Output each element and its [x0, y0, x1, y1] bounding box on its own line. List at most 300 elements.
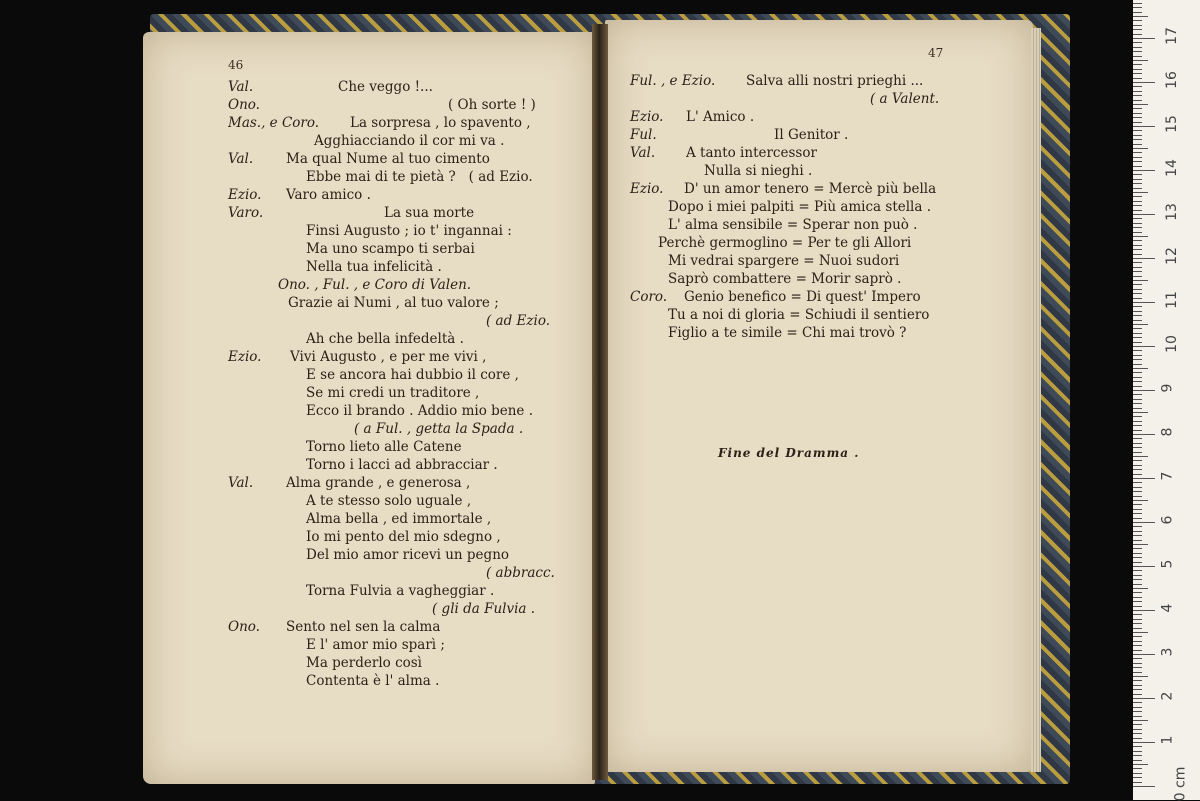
- ruler-tick: [1133, 214, 1155, 215]
- ruler-number: 9: [1159, 383, 1176, 393]
- ruler-tick: [1133, 641, 1142, 642]
- ruler-tick: [1133, 227, 1142, 228]
- verse-text: E se ancora hai dubbio il core ,: [306, 367, 519, 383]
- ruler-tick: [1133, 157, 1142, 158]
- right-page-text: [630, 72, 960, 342]
- verse-text: La sua morte: [384, 205, 475, 221]
- text-line: [228, 132, 568, 150]
- ruler-tick: [1133, 773, 1142, 774]
- ruler-number: 8: [1159, 427, 1176, 437]
- ruler-tick: [1133, 100, 1142, 101]
- ruler-tick: [1133, 386, 1142, 387]
- speaker-name: Ezio.: [630, 109, 664, 125]
- ruler-tick: [1133, 650, 1142, 651]
- text-line: [630, 252, 960, 270]
- ruler-tick: [1133, 254, 1142, 255]
- ruler-tick: [1133, 320, 1142, 321]
- ruler-tick: [1133, 474, 1142, 475]
- ruler-tick: [1133, 333, 1142, 334]
- ruler-tick: [1133, 412, 1148, 413]
- text-line: [228, 276, 568, 294]
- verse-text: ( a Valent.: [870, 91, 940, 107]
- speaker-name: Val.: [228, 475, 254, 491]
- ruler-tick: [1133, 390, 1155, 391]
- text-line: [228, 600, 568, 618]
- verse-text: Ma perderlo così: [306, 655, 423, 671]
- ruler-tick: [1133, 702, 1142, 703]
- ruler-tick: [1133, 724, 1142, 725]
- ruler-tick: [1133, 469, 1142, 470]
- ruler-tick: [1133, 760, 1142, 761]
- ruler-tick: [1133, 685, 1142, 686]
- verse-text: Torno lieto alle Catene: [306, 439, 462, 455]
- ruler-tick: [1133, 698, 1155, 699]
- ruler-tick: [1133, 575, 1142, 576]
- ruler-tick: [1133, 786, 1155, 787]
- ruler-tick: [1133, 421, 1142, 422]
- text-line: [630, 72, 960, 90]
- ruler-tick: [1133, 139, 1142, 140]
- ruler-tick: [1133, 56, 1142, 57]
- ruler-tick: [1133, 729, 1142, 730]
- text-line: [228, 222, 568, 240]
- ruler-number: 6: [1159, 515, 1176, 525]
- text-line: [630, 162, 960, 180]
- verse-text: Tu a noi di gloria = Schiudi il sentiero: [668, 307, 930, 323]
- text-line: [228, 384, 568, 402]
- ruler-tick: [1133, 126, 1155, 127]
- verse-text: Agghiacciando il cor mi va .: [314, 133, 505, 149]
- ruler-tick: [1133, 192, 1148, 193]
- speaker-name: Ono.: [228, 619, 260, 635]
- ruler-tick: [1133, 408, 1142, 409]
- text-line: [630, 144, 960, 162]
- ruler-number: 5: [1159, 559, 1176, 569]
- ruler-number: 4: [1159, 603, 1176, 613]
- ruler-tick: [1133, 113, 1142, 114]
- ruler-tick: [1133, 60, 1148, 61]
- verse-text: A te stesso solo uguale ,: [306, 493, 472, 509]
- ruler-number: 17: [1163, 27, 1180, 45]
- ruler-tick: [1133, 122, 1142, 123]
- ruler-tick: [1133, 540, 1142, 541]
- ruler-tick: [1133, 364, 1142, 365]
- ruler-tick: [1133, 359, 1142, 360]
- verse-text: La sorpresa , lo spavento ,: [350, 115, 531, 131]
- ruler-tick: [1133, 328, 1142, 329]
- ruler-tick: [1133, 526, 1142, 527]
- ruler-tick: [1133, 95, 1142, 96]
- ruler-tick: [1133, 117, 1142, 118]
- verse-text: Finsi Augusto ; io t' ingannai :: [306, 223, 512, 239]
- ruler-tick: [1133, 240, 1142, 241]
- ruler-tick: [1133, 196, 1142, 197]
- text-line: [228, 168, 568, 186]
- ruler-tick: [1133, 271, 1142, 272]
- verse-text: Sento nel sen la calma: [286, 619, 441, 635]
- verse-text: Che veggo !...: [338, 79, 433, 95]
- ruler-tick: [1133, 632, 1148, 633]
- ruler-tick: [1133, 148, 1148, 149]
- ruler-tick: [1133, 337, 1142, 338]
- ruler-tick: [1133, 161, 1142, 162]
- text-line: [228, 186, 568, 204]
- ruler-tick: [1133, 350, 1142, 351]
- text-line: [228, 114, 568, 132]
- text-line: [228, 528, 568, 546]
- ruler-number: 12: [1163, 247, 1180, 265]
- ruler-tick: [1133, 284, 1142, 285]
- ruler-tick: [1133, 452, 1142, 453]
- ruler-tick: [1133, 548, 1142, 549]
- ruler-tick: [1133, 566, 1155, 567]
- verse-text: A tanto intercessor: [686, 145, 817, 161]
- ruler-tick: [1133, 372, 1142, 373]
- verse-text: Ma qual Nume al tuo cimento: [286, 151, 490, 167]
- text-line: [228, 438, 568, 456]
- ruler-number: 7: [1159, 471, 1176, 481]
- ruler-tick: [1133, 416, 1142, 417]
- ruler-tick: [1133, 707, 1142, 708]
- ruler-tick: [1133, 280, 1148, 281]
- text-line: [630, 180, 960, 198]
- ruler-tick: [1133, 672, 1142, 673]
- ruler-tick: [1133, 236, 1148, 237]
- ruler-number: 14: [1163, 159, 1180, 177]
- ruler-tick: [1133, 509, 1142, 510]
- ruler-tick: [1133, 716, 1142, 717]
- text-line: [228, 366, 568, 384]
- page-number-left: 46: [228, 58, 244, 72]
- ruler-tick: [1133, 504, 1142, 505]
- ruler-tick: [1133, 430, 1142, 431]
- ruler-tick: [1133, 513, 1142, 514]
- ruler-tick: [1133, 210, 1142, 211]
- text-line: [630, 126, 960, 144]
- text-line: [630, 198, 960, 216]
- ruler-tick: [1133, 399, 1142, 400]
- verse-text: Alma bella , ed immortale ,: [306, 511, 492, 527]
- verse-text: Nulla si nieghi .: [704, 163, 813, 179]
- speaker-name: Ezio.: [228, 349, 262, 365]
- verse-text: Il Genitor .: [774, 127, 849, 143]
- page-number-right: 47: [928, 46, 944, 60]
- text-line: [228, 348, 568, 366]
- ruler-tick: [1133, 183, 1142, 184]
- verse-text: ( Oh sorte ! ): [448, 97, 536, 113]
- speaker-name: Val.: [228, 151, 254, 167]
- ruler-tick: [1133, 130, 1142, 131]
- ruler-tick: [1133, 694, 1142, 695]
- ruler-tick: [1133, 86, 1142, 87]
- ruler-tick: [1133, 298, 1142, 299]
- speaker-name: Val.: [228, 79, 254, 95]
- ruler-tick: [1133, 601, 1142, 602]
- ruler-number: 3: [1159, 647, 1176, 657]
- ruler-tick: [1133, 738, 1142, 739]
- ruler-tick: [1133, 610, 1155, 611]
- ruler-tick: [1133, 654, 1155, 655]
- text-line: [228, 546, 568, 564]
- ruler-number: 0 cm: [1172, 766, 1189, 801]
- text-line: [228, 204, 568, 222]
- text-line: [228, 672, 568, 690]
- ruler-tick: [1133, 245, 1142, 246]
- ruler-tick: [1133, 276, 1142, 277]
- ruler-tick: [1133, 460, 1142, 461]
- ruler-number: 15: [1163, 115, 1180, 133]
- ruler-tick: [1133, 69, 1142, 70]
- ruler-tick: [1133, 205, 1142, 206]
- book-gutter: [592, 24, 608, 780]
- text-line: [228, 96, 568, 114]
- verse-text: Torno i lacci ad abbracciar .: [306, 457, 498, 473]
- verse-text: ( abbracc.: [486, 565, 555, 581]
- ruler-tick: [1133, 403, 1142, 404]
- verse-text: Saprò combattere = Morir saprò .: [668, 271, 902, 287]
- ruler-tick: [1133, 478, 1155, 479]
- ruler-tick: [1133, 570, 1142, 571]
- ruler-tick: [1133, 368, 1148, 369]
- ruler-tick: [1133, 496, 1142, 497]
- ruler-tick: [1133, 663, 1142, 664]
- ruler-tick: [1133, 487, 1142, 488]
- ruler-tick: [1133, 315, 1142, 316]
- ruler-tick: [1133, 689, 1142, 690]
- ruler-tick: [1133, 377, 1142, 378]
- text-line: [630, 270, 960, 288]
- ruler-tick: [1133, 38, 1155, 39]
- ruler-number: 10: [1163, 335, 1180, 353]
- text-line: [228, 150, 568, 168]
- ruler-tick: [1133, 302, 1155, 303]
- speaker-name: Mas., e Coro.: [228, 115, 320, 131]
- ruler-tick: [1133, 394, 1142, 395]
- ruler-tick: [1133, 711, 1142, 712]
- verse-text: Se mi credi un traditore ,: [306, 385, 480, 401]
- ruler-tick: [1133, 619, 1142, 620]
- ruler-tick: [1133, 262, 1142, 263]
- text-line: [228, 420, 568, 438]
- ruler-tick: [1133, 342, 1142, 343]
- ruler-tick: [1133, 782, 1142, 783]
- ruler-tick: [1133, 764, 1148, 765]
- ruler-tick: [1133, 531, 1142, 532]
- text-line: [228, 510, 568, 528]
- text-line: [228, 312, 568, 330]
- ruler-tick: [1133, 47, 1142, 48]
- ruler-tick: [1133, 443, 1142, 444]
- verse-text: D' un amor tenero = Mercè più bella: [684, 181, 937, 197]
- ruler-tick: [1133, 306, 1142, 307]
- ruler-tick: [1133, 346, 1155, 347]
- verse-text: Salva alli nostri prieghi ...: [746, 73, 924, 89]
- ruler-tick: [1133, 104, 1148, 105]
- ruler-tick: [1133, 223, 1142, 224]
- text-line: [228, 240, 568, 258]
- speaker-name: Varo.: [228, 205, 264, 221]
- text-line: [630, 216, 960, 234]
- ruler-tick: [1133, 355, 1142, 356]
- text-line: [630, 90, 960, 108]
- ruler-tick: [1133, 645, 1142, 646]
- ruler-tick: [1133, 289, 1142, 290]
- ruler-tick: [1133, 166, 1142, 167]
- text-line: [630, 108, 960, 126]
- ruler-tick: [1133, 144, 1142, 145]
- ruler-tick: [1133, 588, 1148, 589]
- ruler-tick: [1133, 562, 1142, 563]
- ruler-tick: [1133, 584, 1142, 585]
- ruler-tick: [1133, 676, 1148, 677]
- verse-text: Nella tua infelicità .: [306, 259, 442, 275]
- verse-text: ( a Ful. , getta la Spada .: [354, 421, 524, 437]
- ruler-tick: [1133, 447, 1142, 448]
- text-line: [630, 234, 960, 252]
- ruler-tick: [1133, 20, 1142, 21]
- ruler-tick: [1133, 597, 1142, 598]
- verse-text: Varo amico .: [286, 187, 371, 203]
- ruler-number: 11: [1163, 291, 1180, 309]
- ruler-number: 16: [1163, 71, 1180, 89]
- ruler-tick: [1133, 667, 1142, 668]
- ruler-tick: [1133, 311, 1142, 312]
- ruler-number: 1: [1159, 735, 1176, 745]
- text-line: [228, 402, 568, 420]
- ruler-tick: [1133, 658, 1142, 659]
- verse-text: Ah che bella infedeltà .: [306, 331, 464, 347]
- ruler-tick: [1133, 174, 1142, 175]
- verse-text: Ono. , Ful. , e Coro di Valen.: [278, 277, 472, 293]
- page-edge: [1031, 28, 1041, 772]
- speaker-name: Ful. , e Ezio.: [630, 73, 716, 89]
- measurement-ruler: [1133, 0, 1200, 800]
- ruler-tick: [1133, 522, 1155, 523]
- ruler-tick: [1133, 42, 1142, 43]
- ruler-tick: [1133, 751, 1142, 752]
- ruler-tick: [1133, 51, 1142, 52]
- ruler-tick: [1133, 592, 1142, 593]
- text-line: [228, 474, 568, 492]
- verse-text: ( gli da Fulvia .: [432, 601, 536, 617]
- ruler-tick: [1133, 249, 1142, 250]
- speaker-name: Ono.: [228, 97, 260, 113]
- ruler-tick: [1133, 91, 1142, 92]
- ruler-tick: [1133, 720, 1148, 721]
- ruler-tick: [1133, 188, 1142, 189]
- ruler-tick: [1133, 179, 1142, 180]
- text-line: [228, 618, 568, 636]
- ruler-tick: [1133, 518, 1142, 519]
- ruler-tick: [1133, 218, 1142, 219]
- verse-text: Torna Fulvia a vagheggiar .: [306, 583, 495, 599]
- text-line: [228, 456, 568, 474]
- ruler-tick: [1133, 482, 1142, 483]
- ruler-tick: [1133, 680, 1142, 681]
- text-line: [228, 582, 568, 600]
- ruler-tick: [1133, 553, 1142, 554]
- verse-text: Ebbe mai di te pietà ? ( ad Ezio.: [306, 169, 533, 185]
- ruler-tick: [1133, 768, 1142, 769]
- ruler-tick: [1133, 733, 1142, 734]
- ruler-tick: [1133, 267, 1142, 268]
- text-line: [228, 636, 568, 654]
- text-line: [228, 564, 568, 582]
- ruler-tick: [1133, 535, 1142, 536]
- ruler-tick: [1133, 628, 1142, 629]
- ruler-tick: [1133, 777, 1142, 778]
- text-line: [228, 258, 568, 276]
- ruler-tick: [1133, 258, 1155, 259]
- ruler-tick: [1133, 557, 1142, 558]
- ruler-tick: [1133, 64, 1142, 65]
- ruler-tick: [1133, 456, 1148, 457]
- text-line: [228, 492, 568, 510]
- ruler-tick: [1133, 500, 1148, 501]
- verse-text: Vivi Augusto , e per me vivi ,: [290, 349, 487, 365]
- text-line: [228, 654, 568, 672]
- verse-text: Ma uno scampo ti serbai: [306, 241, 475, 257]
- ruler-tick: [1133, 232, 1142, 233]
- ruler-tick: [1133, 170, 1155, 171]
- ruler-number: 13: [1163, 203, 1180, 221]
- text-line: [228, 294, 568, 312]
- text-line: [228, 78, 568, 96]
- verse-text: Del mio amor ricevi un pegno: [306, 547, 510, 563]
- verse-text: L' Amico .: [686, 109, 755, 125]
- ruler-tick: [1133, 73, 1142, 74]
- left-page-text: [228, 78, 568, 690]
- speaker-name: Ful.: [630, 127, 657, 143]
- ruler-tick: [1133, 434, 1155, 435]
- ruler-tick: [1133, 465, 1142, 466]
- text-line: [630, 324, 960, 342]
- verse-text: Perchè germoglino = Per te gli Allori: [658, 235, 912, 251]
- ruler-tick: [1133, 152, 1142, 153]
- verse-text: Mi vedrai spargere = Nuoi sudori: [668, 253, 900, 269]
- ruler-tick: [1133, 16, 1148, 17]
- verse-text: Contenta è l' alma .: [306, 673, 440, 689]
- ruler-tick: [1133, 34, 1142, 35]
- text-line: [228, 330, 568, 348]
- ruler-tick: [1133, 606, 1142, 607]
- verse-text: L' alma sensibile = Sperar non può .: [668, 217, 918, 233]
- ruler-tick: [1133, 425, 1142, 426]
- ruler-tick: [1133, 623, 1142, 624]
- ruler-tick: [1133, 614, 1142, 615]
- ruler-tick: [1133, 544, 1148, 545]
- ruler-tick: [1133, 579, 1142, 580]
- speaker-name: Val.: [630, 145, 656, 161]
- ruler-tick: [1133, 742, 1155, 743]
- ruler-tick: [1133, 746, 1142, 747]
- ruler-tick: [1133, 293, 1142, 294]
- verse-text: Io mi pento del mio sdegno ,: [306, 529, 501, 545]
- speaker-name: Coro.: [630, 289, 668, 305]
- closing-line: Fine del Dramma .: [718, 446, 860, 460]
- ruler-tick: [1133, 29, 1142, 30]
- ruler-tick: [1133, 438, 1142, 439]
- ruler-tick: [1133, 108, 1142, 109]
- verse-text: ( ad Ezio.: [486, 313, 551, 329]
- verse-text: Grazie ai Numi , al tuo valore ;: [288, 295, 499, 311]
- verse-text: Alma grande , e generosa ,: [286, 475, 471, 491]
- ruler-tick: [1133, 82, 1155, 83]
- verse-text: Dopo i miei palpiti = Più amica stella .: [668, 199, 932, 215]
- ruler-tick: [1133, 12, 1142, 13]
- ruler-tick: [1133, 491, 1142, 492]
- ruler-tick: [1133, 78, 1142, 79]
